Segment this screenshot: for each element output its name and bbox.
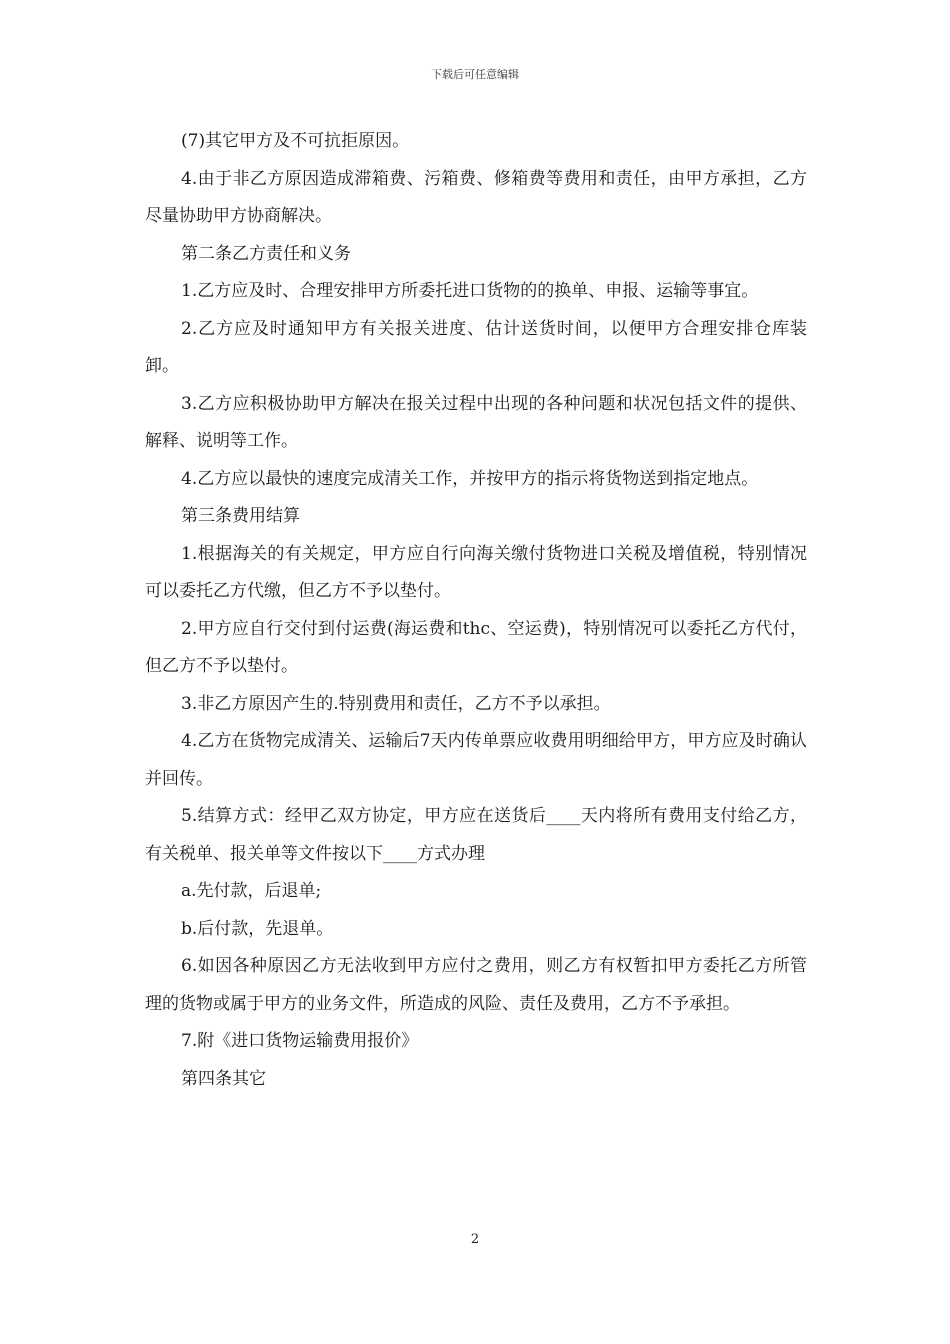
paragraph: 2.甲方应自行交付到付运费(海运费和thc、空运费)，特别情况可以委托乙方代付，但乙方不予以垫付。 [145, 618, 807, 676]
paragraph: 6.如因各种原因乙方无法收到甲方应付之费用，则乙方有权暂扣甲方委托乙方所管理的货物或属于甲方的业务文件，所造成的风险、责任及费用，乙方不予承担。 [145, 956, 807, 1014]
section-heading: 第三条费用结算 [181, 506, 300, 526]
section-heading: 第二条乙方责任和义务 [181, 243, 351, 264]
paragraph: 4.乙方应以最快的速度完成清关工作，并按甲方的指示将货物送到指定地点。 [181, 468, 759, 489]
paragraph: 5.结算方式：经甲乙双方协定，甲方应在送货后____天内将所有费用支付给乙方，有关税单、报关单等文件按以下____方式办理 [145, 806, 807, 864]
paragraph: 3.非乙方原因产生的.特别费用和责任，乙方不予以承担。 [181, 693, 611, 714]
paragraph: (7)其它甲方及不可抗拒原因。 [181, 131, 410, 151]
page-header-note: 下载后可任意编辑 [431, 68, 519, 81]
paragraph: 2.乙方应及时通知甲方有关报关进度、估计送货时间，以便甲方合理安排仓库装卸。 [145, 318, 807, 376]
paragraph: 1.乙方应及时、合理安排甲方所委托进口货物的的换单、申报、运输等事宜。 [181, 281, 759, 301]
paragraph: 4.由于非乙方原因造成滞箱费、污箱费、修箱费等费用和责任，由甲方承担，乙方尽量协助甲方协商解决。 [145, 168, 807, 226]
document-body [145, 123, 807, 1098]
paragraph: 3.乙方应积极协助甲方解决在报关过程中出现的各种问题和状况包括文件的提供、解释、说明等工作。 [145, 393, 807, 451]
paragraph: 7.附《进口货物运输费用报价》 [181, 1031, 419, 1051]
paragraph: a.先付款，后退单; [181, 881, 322, 901]
paragraph: 4.乙方在货物完成清关、运输后7天内传单票应收费用明细给甲方，甲方应及时确认并回传。 [145, 731, 807, 789]
section-heading: 第四条其它 [181, 1068, 266, 1089]
page-number: 2 [470, 1232, 480, 1247]
paragraph: b.后付款，先退单。 [181, 918, 334, 939]
paragraph: 1.根据海关的有关规定，甲方应自行向海关缴付货物进口关税及增值税，特别情况可以委托乙方代缴，但乙方不予以垫付。 [145, 543, 807, 601]
